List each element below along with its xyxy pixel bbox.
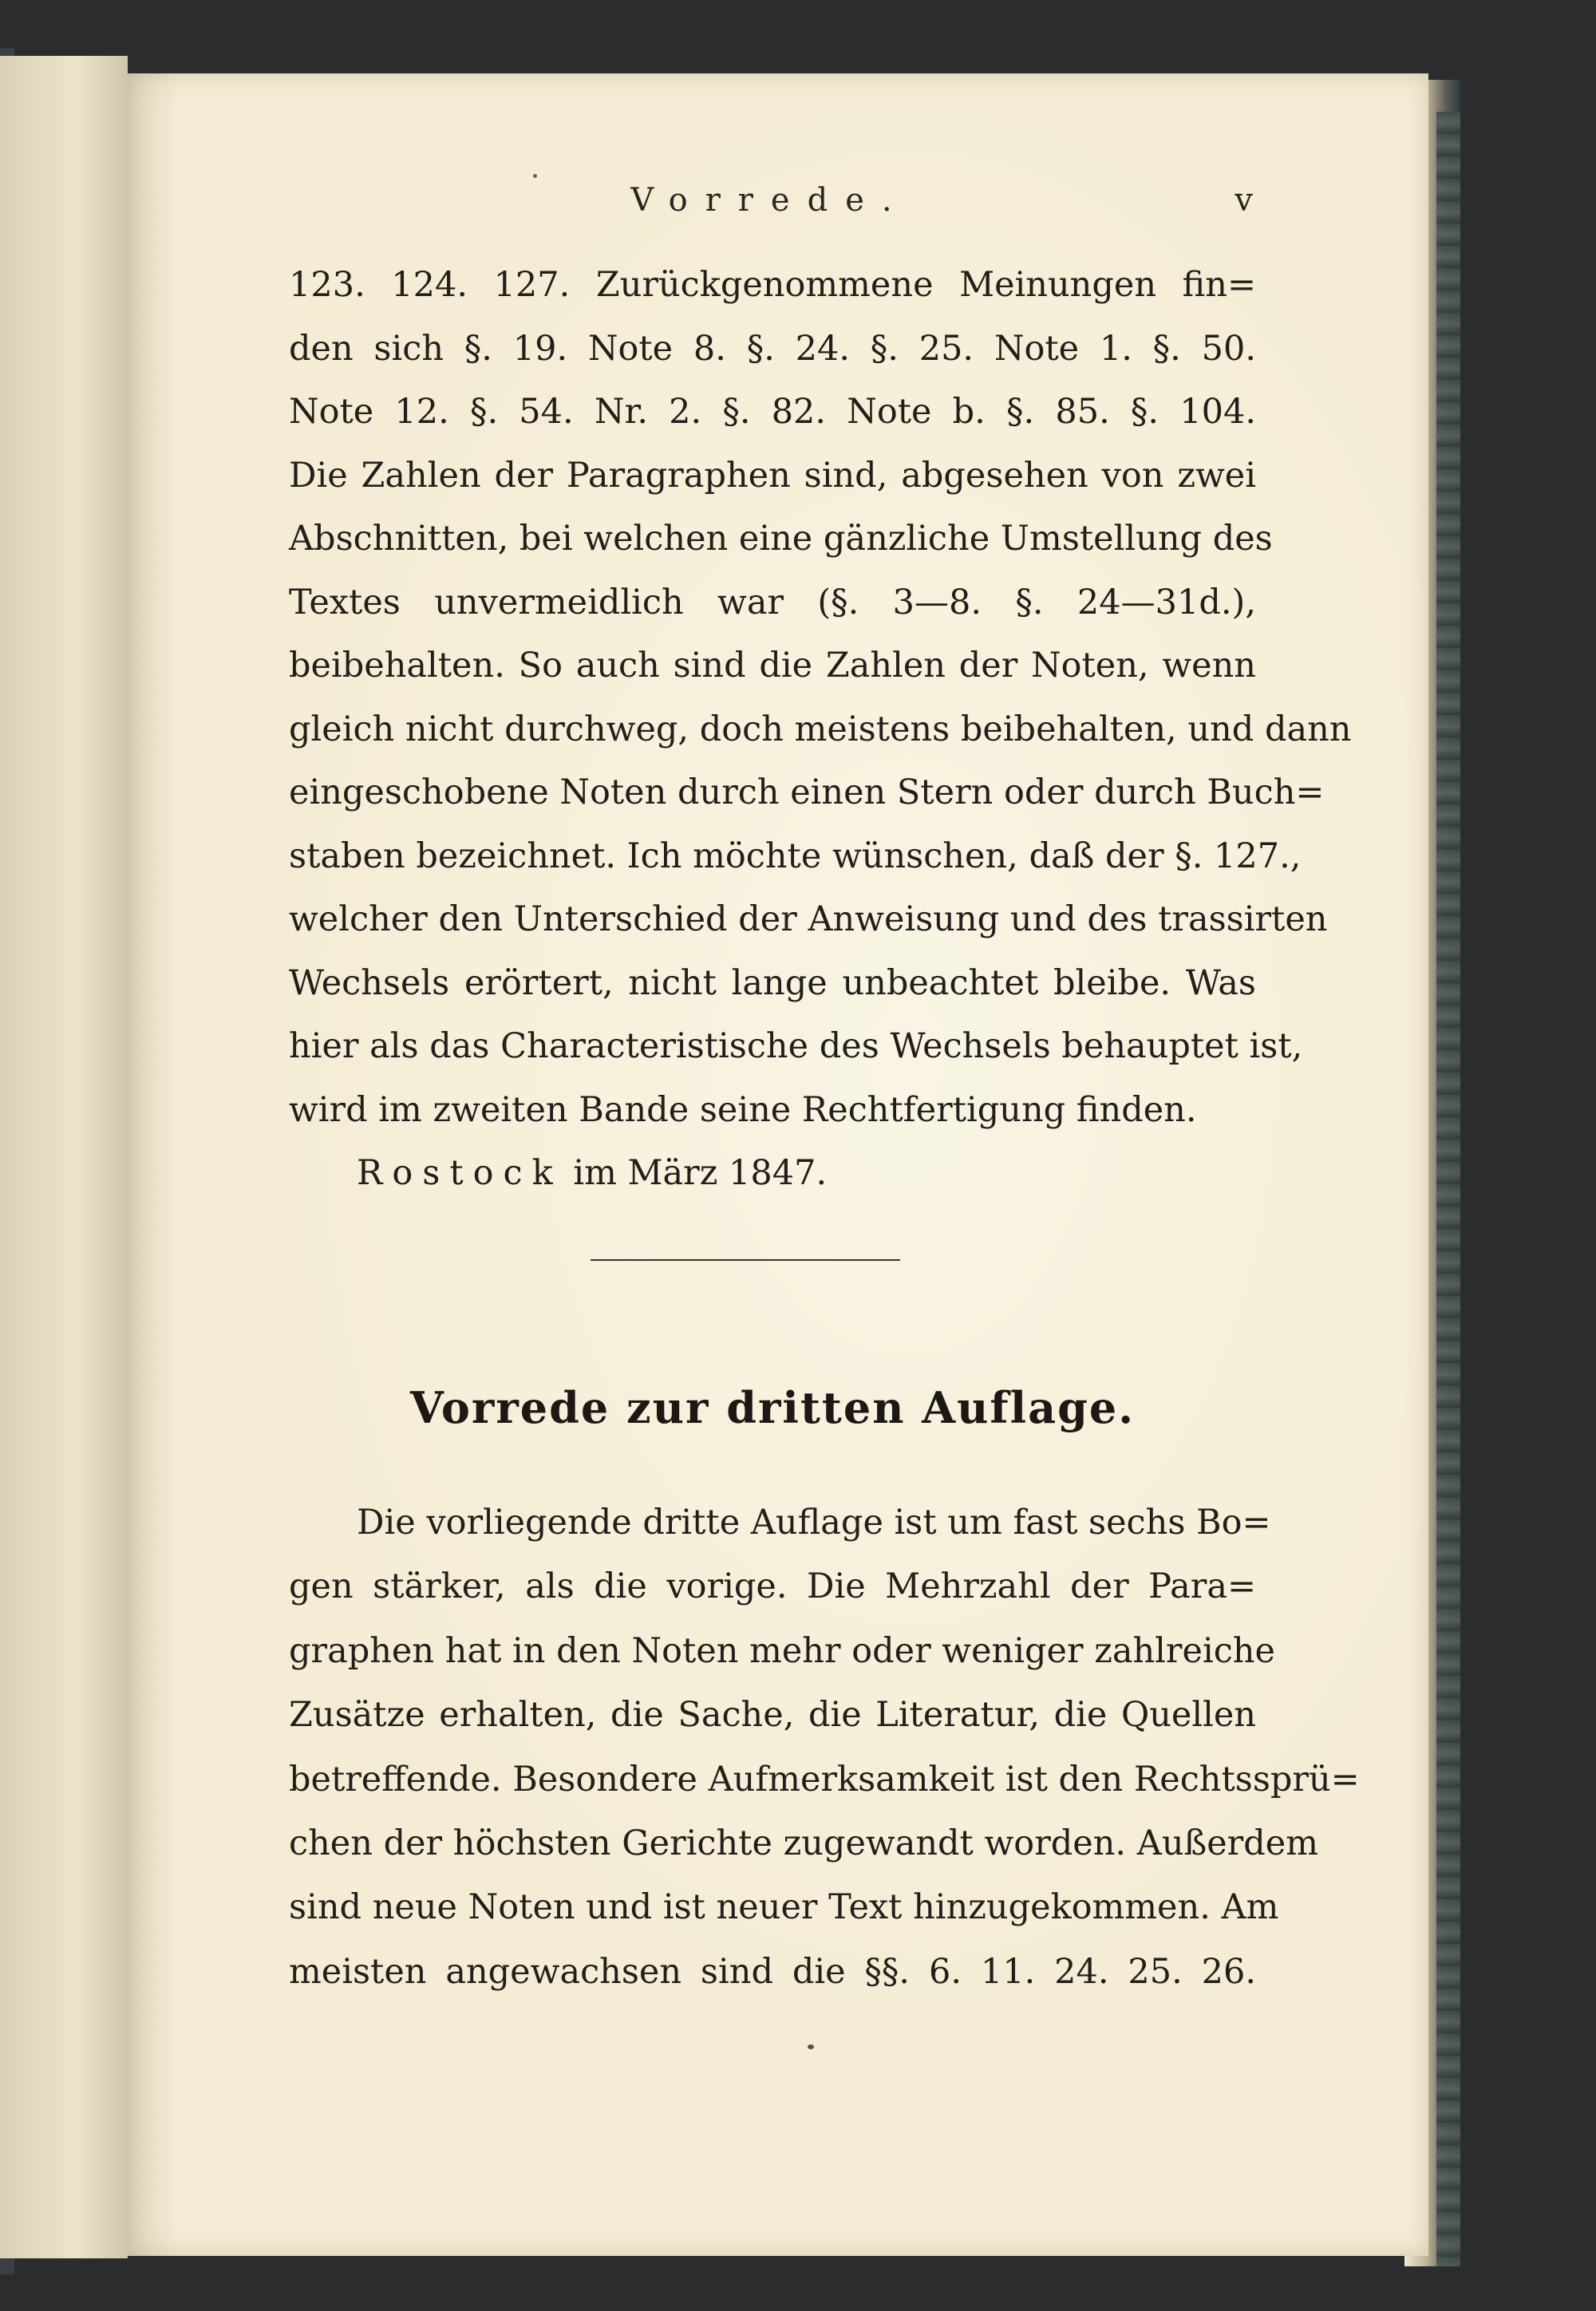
text-line: beibehalten. So auch sind die Zahlen der Noten, wenn [289, 646, 1256, 685]
ink-speck [533, 174, 537, 178]
text-line: Zusätze erhalten, die Sache, die Literatur, die Quellen [289, 1695, 1256, 1736]
book-cover-right [1436, 112, 1460, 2266]
text-line: staben bezeichnet. Ich möchte wünschen, daß der §. 127., [289, 836, 1302, 876]
ink-speck [808, 2044, 814, 2049]
section-heading: Vorrede zur dritten Auflage. [409, 1382, 1136, 1433]
preface-paragraph [289, 254, 1352, 1206]
signature-line [289, 1142, 1256, 1206]
section-divider [591, 1259, 900, 1261]
text-line: wird im zweiten Bande seine Rechtfertigung finden. [289, 1089, 1197, 1130]
text-line: Wechsels erörtert, nicht lange unbeachtet bleibe. Was [289, 962, 1256, 1003]
text-line: Die vorliegende dritte Auflage ist um fast sechs Bo= [357, 1503, 1271, 1543]
signature-date: im März 1847. [573, 1153, 828, 1193]
signature-city: Rostock [357, 1153, 563, 1193]
facing-page-edge [0, 56, 128, 2258]
text-line: welcher den Unterschied der Anweisung und des trassirten [289, 899, 1328, 939]
page-number: v [1235, 182, 1253, 219]
text-line: gen stärker, als die vorige. Die Mehrzahl der Para= [289, 1566, 1256, 1607]
third-edition-paragraph [289, 1491, 1360, 2004]
text-line: graphen hat in den Noten mehr oder weniger zahlreiche [289, 1630, 1275, 1671]
text-line: eingeschobene Noten durch einen Stern oder durch Buch= [289, 772, 1325, 812]
text-line: gleich nicht durchweg, doch meistens beibehalten, und dann [289, 709, 1352, 749]
text-line: meisten angewachsen sind die §§. 6. 11. 24. 25. 26. [289, 1951, 1256, 1992]
text-line: chen der höchsten Gerichte zugewandt worden. Außerdem [289, 1823, 1318, 1863]
text-line: Die Zahlen der Paragraphen sind, abgesehen von zwei [289, 455, 1256, 496]
text-line: hier als das Characteristische des Wechsels behauptet ist, [289, 1026, 1303, 1066]
text-line: den sich §. 19. Note 8. §. 24. §. 25. Note 1. §. 50. [289, 328, 1256, 369]
text-line: Textes unvermeidlich war (§. 3—8. §. 24—31d.), [289, 582, 1256, 622]
running-head [287, 182, 1253, 230]
text-line: Note 12. §. 54. Nr. 2. §. 82. Note b. §. 85. §. 104. [289, 392, 1256, 432]
text-line: 123. 124. 127. Zurückgenommene Meinungen fin= [289, 265, 1256, 305]
running-title: Vorrede. [630, 182, 910, 219]
text-line: sind neue Noten und ist neuer Text hinzugekommen. Am [289, 1887, 1279, 1928]
text-line: betreffende. Besondere Aufmerksamkeit ist den Rechtssprü= [289, 1759, 1360, 1799]
text-line: Abschnitten, bei welchen eine gänzliche Umstellung des [289, 519, 1273, 559]
